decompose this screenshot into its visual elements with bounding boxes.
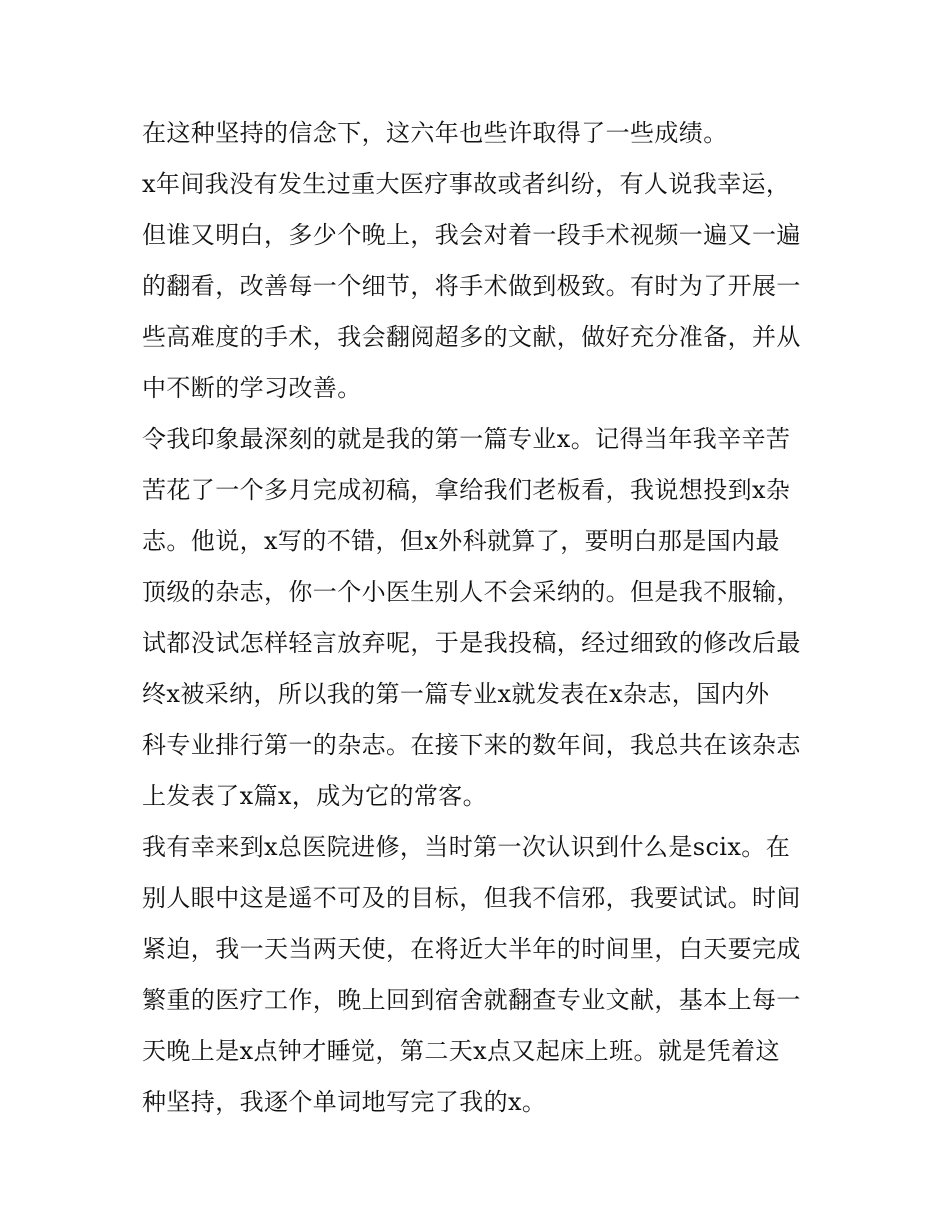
- text-line: 种坚持，我逐个单词地写完了我的x。: [142, 1088, 547, 1116]
- text-line: 在这种坚持的信念下，这六年也些许取得了一些成绩。: [142, 119, 728, 147]
- text-line: 些高难度的手术，我会翻阅超多的文献，做好充分准备，并从: [142, 323, 801, 351]
- text-line: 顶级的杂志，你一个小医生别人不会采纳的。但是我不服输，: [142, 578, 801, 606]
- text-line: 苦花了一个多月完成初稿，拿给我们老板看，我说想投到x杂: [142, 476, 791, 504]
- text-line: 终x被采纳，所以我的第一篇专业x就发表在x杂志，国内外: [142, 680, 770, 708]
- text-line: 别人眼中这是遥不可及的目标，但我不信邪，我要试试。时间: [142, 884, 801, 912]
- text-line: 的翻看，改善每一个细节，将手术做到极致。有时为了开展一: [142, 272, 801, 300]
- text-line: 我有幸来到x总医院进修，当时第一次认识到什么是scix。在: [142, 833, 791, 861]
- document-body: [142, 108, 810, 1128]
- text-line: 中不断的学习改善。: [142, 374, 362, 402]
- text-line: 繁重的医疗工作，晚上回到宿舍就翻查专业文献，基本上每一: [142, 986, 801, 1014]
- text-line: x年间我没有发生过重大医疗事故或者纠纷，有人说我幸运，: [142, 170, 791, 198]
- text-line: 紧迫，我一天当两天使，在将近大半年的时间里，白天要完成: [142, 935, 801, 963]
- text-line: 天晚上是x点钟才睡觉，第二天x点又起床上班。就是凭着这: [142, 1037, 780, 1065]
- text-line: 科专业排行第一的杂志。在接下来的数年间，我总共在该杂志: [142, 731, 801, 759]
- text-line: 令我印象最深刻的就是我的第一篇专业x。记得当年我辛辛苦: [142, 425, 791, 453]
- text-line: 但谁又明白，多少个晚上，我会对着一段手术视频一遍又一遍: [142, 221, 801, 249]
- text-line: 上发表了x篇x，成为它的常客。: [142, 782, 488, 810]
- text-line: 试都没试怎样轻言放弃呢，于是我投稿，经过细致的修改后最: [142, 629, 801, 657]
- text-line: 志。他说，x写的不错，但x外科就算了，要明白那是国内最: [142, 527, 780, 555]
